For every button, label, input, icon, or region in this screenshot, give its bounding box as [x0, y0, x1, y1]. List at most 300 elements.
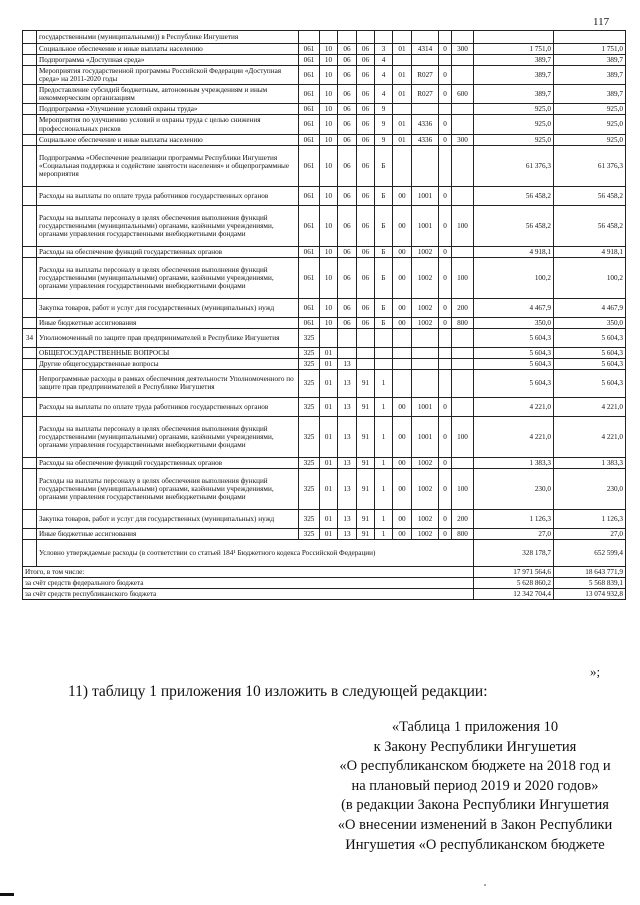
code-cell [452, 104, 474, 115]
code-cell: 061 [299, 115, 320, 134]
code-cell: 800 [452, 317, 474, 328]
row-number-cell [23, 44, 37, 55]
code-cell: 06 [357, 145, 375, 186]
code-cell: 100 [452, 468, 474, 509]
code-cell [320, 31, 338, 44]
code-cell: 1001 [412, 205, 439, 246]
amount-2020-cell: 925,0 [554, 134, 626, 145]
code-cell: 06 [338, 115, 357, 134]
code-cell [439, 31, 452, 44]
code-cell: 200 [452, 509, 474, 528]
code-cell: 0 [439, 186, 452, 205]
code-cell: 9 [375, 134, 393, 145]
amount-2020-cell: 4 467,9 [554, 298, 626, 317]
code-cell: 0 [439, 397, 452, 416]
code-cell: 1 [375, 509, 393, 528]
code-cell: 800 [452, 528, 474, 539]
code-cell: 0 [439, 246, 452, 257]
code-cell [393, 31, 412, 44]
code-cell [412, 31, 439, 44]
table-row [23, 85, 626, 104]
row-name-cell: Подпрограмма «Улучшение условий охраны труда» [37, 104, 299, 115]
row-name-cell: Расходы на выплаты по оплате труда работников государственных органов [37, 186, 299, 205]
amount-2019-cell: 17 971 564,6 [474, 567, 554, 578]
amount-2019-cell: 389,7 [474, 55, 554, 66]
row-name-cell: Подпрограмма «Обеспечение реализации программы Республики Ингушетия «Социальная поддержка и содействие занятости населения» и общепрограммные мероприятия [37, 145, 299, 186]
row-number-cell [23, 528, 37, 539]
code-cell: Б [375, 298, 393, 317]
row-name-cell: Уполномоченный по защите прав предпринимателей в Республике Ингушетия [37, 328, 299, 347]
code-cell: 1002 [412, 509, 439, 528]
code-cell: 0 [439, 44, 452, 55]
code-cell [412, 145, 439, 186]
quote-line: «Таблица 1 приложения 10 [391, 719, 559, 735]
code-cell [452, 457, 474, 468]
code-cell: 061 [299, 44, 320, 55]
code-cell [439, 347, 452, 358]
code-cell: 1002 [412, 257, 439, 298]
code-cell: 325 [299, 397, 320, 416]
code-cell: 0 [439, 85, 452, 104]
amount-2019-cell: 389,7 [474, 85, 554, 104]
table-row [23, 369, 626, 397]
code-cell: 061 [299, 66, 320, 85]
row-name-cell: Подпрограмма «Доступная среда» [37, 55, 299, 66]
code-cell: 06 [338, 55, 357, 66]
code-cell [439, 55, 452, 66]
table-row [23, 246, 626, 257]
amount-2019-cell: 389,7 [474, 66, 554, 85]
code-cell: 0 [439, 509, 452, 528]
row-number-cell [23, 347, 37, 358]
amount-2019-cell: 61 376,3 [474, 145, 554, 186]
table-heading-quote [325, 718, 625, 855]
row-name-cell: государственными (муниципальными)) в Республике Ингушетия [37, 31, 299, 44]
row-number-cell [23, 85, 37, 104]
code-cell: 10 [320, 257, 338, 298]
code-cell: 13 [338, 397, 357, 416]
code-cell: 0 [439, 205, 452, 246]
code-cell: 9 [375, 115, 393, 134]
amount-2020-cell: 389,7 [554, 66, 626, 85]
code-cell: 061 [299, 298, 320, 317]
code-cell: 13 [338, 369, 357, 397]
table-row [23, 509, 626, 528]
code-cell [452, 31, 474, 44]
code-cell: 00 [393, 397, 412, 416]
code-cell [320, 328, 338, 347]
row-name-cell: Расходы на выплаты по оплате труда работников государственных органов [37, 397, 299, 416]
row-name-cell: Закупка товаров, работ и услуг для государственных (муниципальных) нужд [37, 298, 299, 317]
amount-2020-cell: 18 643 771,9 [554, 567, 626, 578]
code-cell [393, 358, 412, 369]
code-cell [439, 328, 452, 347]
code-cell: 01 [320, 347, 338, 358]
code-cell: 00 [393, 246, 412, 257]
amount-2020-cell: 56 458,2 [554, 186, 626, 205]
code-cell [357, 328, 375, 347]
code-cell: 91 [357, 416, 375, 457]
row-name-cell: Социальное обеспечение и иные выплаты населению [37, 134, 299, 145]
code-cell: 1001 [412, 416, 439, 457]
code-cell [439, 369, 452, 397]
table-row [23, 416, 626, 457]
row-name-cell: Иные бюджетные ассигнования [37, 317, 299, 328]
code-cell: 061 [299, 317, 320, 328]
code-cell: 10 [320, 317, 338, 328]
code-cell [375, 347, 393, 358]
row-number-cell [23, 55, 37, 66]
code-cell: Б [375, 257, 393, 298]
code-cell: 06 [338, 134, 357, 145]
amount-2019-cell: 328 178,7 [474, 540, 554, 567]
row-name-cell: Расходы на обеспечение функций государственных органов [37, 457, 299, 468]
code-cell: 06 [357, 85, 375, 104]
code-cell: 06 [338, 145, 357, 186]
code-cell [412, 328, 439, 347]
code-cell: 300 [452, 134, 474, 145]
row-name-cell: Условно утверждаемые расходы (в соответствии со статьей 184¹ Бюджетного кодекса Российской Федерации) [37, 540, 474, 567]
code-cell: 10 [320, 186, 338, 205]
code-cell: 06 [357, 186, 375, 205]
code-cell [452, 369, 474, 397]
code-cell: 0 [439, 468, 452, 509]
code-cell: 1002 [412, 246, 439, 257]
summary-name-cell: за счёт средств федерального бюджета [23, 578, 474, 589]
table-row [23, 104, 626, 115]
code-cell [412, 369, 439, 397]
code-cell [357, 347, 375, 358]
code-cell: 91 [357, 509, 375, 528]
amount-2020-cell: 652 599,4 [554, 540, 626, 567]
binding-mark [0, 893, 14, 896]
code-cell: 06 [357, 55, 375, 66]
conditional-expenses-row [23, 540, 626, 567]
summary-name-cell: за счёт средств республиканского бюджета [23, 589, 474, 600]
row-name-cell: ОБЩЕГОСУДАРСТВЕННЫЕ ВОПРОСЫ [37, 347, 299, 358]
code-cell: 00 [393, 257, 412, 298]
code-cell: 10 [320, 134, 338, 145]
row-number-cell [23, 416, 37, 457]
summary-row [23, 589, 626, 600]
code-cell: 06 [338, 186, 357, 205]
row-number-cell [23, 205, 37, 246]
code-cell: 0 [439, 134, 452, 145]
amount-2019-cell: 1 751,0 [474, 44, 554, 55]
amount-2019-cell: 4 221,0 [474, 416, 554, 457]
code-cell: Б [375, 246, 393, 257]
code-cell [439, 145, 452, 186]
code-cell: 06 [338, 104, 357, 115]
code-cell: 01 [393, 66, 412, 85]
row-number-cell [23, 257, 37, 298]
code-cell [393, 55, 412, 66]
code-cell: 325 [299, 328, 320, 347]
code-cell: 1 [375, 397, 393, 416]
code-cell: 10 [320, 85, 338, 104]
table-row [23, 55, 626, 66]
code-cell: 10 [320, 246, 338, 257]
summary-row [23, 567, 626, 578]
row-name-cell: Социальное обеспечение и иные выплаты населению [37, 44, 299, 55]
row-name-cell: Другие общегосударственные вопросы [37, 358, 299, 369]
code-cell: 325 [299, 416, 320, 457]
code-cell: 06 [338, 317, 357, 328]
code-cell: 325 [299, 509, 320, 528]
code-cell [452, 186, 474, 205]
code-cell: 4 [375, 55, 393, 66]
code-cell: 100 [452, 205, 474, 246]
code-cell [357, 31, 375, 44]
code-cell [375, 31, 393, 44]
code-cell: 0 [439, 317, 452, 328]
code-cell: 00 [393, 186, 412, 205]
code-cell: 06 [357, 104, 375, 115]
table-row [23, 145, 626, 186]
code-cell [452, 55, 474, 66]
code-cell: 0 [439, 528, 452, 539]
code-cell [412, 55, 439, 66]
code-cell: 10 [320, 44, 338, 55]
code-cell: 13 [338, 468, 357, 509]
table-row [23, 457, 626, 468]
code-cell: R027 [412, 85, 439, 104]
code-cell: 01 [320, 457, 338, 468]
code-cell: 06 [338, 205, 357, 246]
code-cell [375, 328, 393, 347]
code-cell: 01 [393, 44, 412, 55]
amount-2020-cell: 27,0 [554, 528, 626, 539]
code-cell [412, 347, 439, 358]
code-cell: 0 [439, 115, 452, 134]
row-number-cell [23, 115, 37, 134]
code-cell: 10 [320, 104, 338, 115]
code-cell: 325 [299, 347, 320, 358]
amount-2019-cell: 1 126,3 [474, 509, 554, 528]
code-cell: 325 [299, 468, 320, 509]
row-number-cell [23, 246, 37, 257]
closing-mark: »; [590, 664, 601, 679]
amount-2020-cell: 350,0 [554, 317, 626, 328]
code-cell: 01 [393, 134, 412, 145]
code-cell: 1002 [412, 317, 439, 328]
quote-line: на плановый период 2019 и 2020 годов» [351, 777, 599, 794]
code-cell [338, 347, 357, 358]
code-cell: 01 [320, 358, 338, 369]
code-cell: 1 [375, 416, 393, 457]
code-cell: 0 [439, 257, 452, 298]
code-cell [439, 358, 452, 369]
code-cell [452, 145, 474, 186]
code-cell: 0 [439, 298, 452, 317]
amount-2019-cell: 5 604,3 [474, 347, 554, 358]
code-cell [393, 328, 412, 347]
amount-2020-cell: 61 376,3 [554, 145, 626, 186]
table-row [23, 44, 626, 55]
row-number-cell [23, 397, 37, 416]
code-cell: 06 [338, 257, 357, 298]
code-cell [452, 115, 474, 134]
code-cell: 91 [357, 528, 375, 539]
quote-line: «О внесении изменений в Закон Республики [337, 816, 613, 833]
code-cell: 13 [338, 509, 357, 528]
table-row [23, 528, 626, 539]
amount-2019-cell: 230,0 [474, 468, 554, 509]
row-name-cell: Расходы на выплаты персоналу в целях обеспечения выполнения функций государственными (муниципальными) органами, казёнными учреждениями, органами управления государственными внебюджетными фондами [37, 205, 299, 246]
code-cell: 3 [375, 44, 393, 55]
code-cell: 061 [299, 85, 320, 104]
code-cell: Б [375, 145, 393, 186]
code-cell: 061 [299, 205, 320, 246]
summary-row [23, 578, 626, 589]
row-name-cell: Расходы на выплаты персоналу в целях обеспечения выполнения функций государственными (муниципальными) органами, казёнными учреждениями, органами управления государственными внебюджетными фондами [37, 468, 299, 509]
amount-2019-cell: 925,0 [474, 134, 554, 145]
code-cell: 00 [393, 457, 412, 468]
amount-2020-cell: 925,0 [554, 104, 626, 115]
code-cell: 100 [452, 416, 474, 457]
row-name-cell: Мероприятия государственной программы Российской Федерации «Доступная среда» на 2011-2020 годы [37, 66, 299, 85]
code-cell [338, 31, 357, 44]
budget-table [22, 30, 626, 600]
code-cell: 1 [375, 369, 393, 397]
code-cell: 13 [338, 416, 357, 457]
code-cell: 1 [375, 468, 393, 509]
code-cell [393, 145, 412, 186]
code-cell: 91 [357, 468, 375, 509]
code-cell: 00 [393, 416, 412, 457]
row-number-cell [23, 134, 37, 145]
table-row [23, 205, 626, 246]
code-cell [412, 358, 439, 369]
code-cell: 9 [375, 104, 393, 115]
page-number: 117 [593, 16, 610, 28]
code-cell: 10 [320, 115, 338, 134]
row-number-cell [23, 457, 37, 468]
code-cell: 00 [393, 298, 412, 317]
table-row [23, 317, 626, 328]
table-row [23, 347, 626, 358]
code-cell: 061 [299, 134, 320, 145]
code-cell: 325 [299, 457, 320, 468]
code-cell: 10 [320, 298, 338, 317]
row-number-cell [23, 369, 37, 397]
code-cell [393, 104, 412, 115]
code-cell: 1001 [412, 397, 439, 416]
code-cell: 4 [375, 85, 393, 104]
code-cell: 00 [393, 468, 412, 509]
code-cell: 01 [320, 369, 338, 397]
code-cell [452, 66, 474, 85]
code-cell: 06 [357, 246, 375, 257]
code-cell: 4336 [412, 134, 439, 145]
code-cell: 10 [320, 55, 338, 66]
code-cell [357, 358, 375, 369]
code-cell: 061 [299, 104, 320, 115]
quote-line: «О республиканском бюджете на 2018 год и [339, 758, 611, 775]
quote-line: к Закону Республики Ингушетия [373, 738, 577, 755]
code-cell: 01 [393, 115, 412, 134]
code-cell: 1002 [412, 298, 439, 317]
code-cell: 1 [375, 528, 393, 539]
code-cell: Б [375, 186, 393, 205]
amendment-instruction: 11) таблицу 1 приложения 10 изложить в следующей редакции: [68, 683, 488, 700]
amount-2019-cell: 5 604,3 [474, 358, 554, 369]
code-cell: 600 [452, 85, 474, 104]
amount-2019-cell: 4 918,1 [474, 246, 554, 257]
code-cell: 061 [299, 145, 320, 186]
code-cell: 91 [357, 397, 375, 416]
code-cell: 4336 [412, 115, 439, 134]
table-row [23, 134, 626, 145]
amount-2020-cell: 56 458,2 [554, 205, 626, 246]
code-cell: 01 [320, 528, 338, 539]
amount-2019-cell: 27,0 [474, 528, 554, 539]
code-cell [439, 104, 452, 115]
row-name-cell: Расходы на выплаты персоналу в целях обеспечения выполнения функций государственными (муниципальными) органами, казёнными учреждениями, органами управления государственными внебюджетными фондами [37, 257, 299, 298]
code-cell: 1 [375, 457, 393, 468]
row-number-cell [23, 145, 37, 186]
code-cell: 01 [320, 397, 338, 416]
code-cell: 061 [299, 257, 320, 298]
table-row [23, 115, 626, 134]
amount-2020-cell: 5 604,3 [554, 347, 626, 358]
amount-2020-cell: 4 221,0 [554, 416, 626, 457]
code-cell: 06 [357, 66, 375, 85]
table-row [23, 397, 626, 416]
amount-2019-cell: 1 383,3 [474, 457, 554, 468]
code-cell: 06 [357, 134, 375, 145]
code-cell: 13 [338, 457, 357, 468]
code-cell: 00 [393, 205, 412, 246]
table-row [23, 328, 626, 347]
code-cell: 06 [357, 205, 375, 246]
amount-2020-cell: 1 383,3 [554, 457, 626, 468]
amount-2019-cell: 56 458,2 [474, 186, 554, 205]
code-cell: 200 [452, 298, 474, 317]
amount-2020-cell: 5 604,3 [554, 328, 626, 347]
code-cell: 06 [338, 298, 357, 317]
code-cell: 0 [439, 457, 452, 468]
amount-2020-cell: 230,0 [554, 468, 626, 509]
code-cell: 1002 [412, 528, 439, 539]
code-cell [452, 246, 474, 257]
code-cell: 325 [299, 358, 320, 369]
amount-2019-cell: 925,0 [474, 104, 554, 115]
table-row [23, 358, 626, 369]
code-cell: 4314 [412, 44, 439, 55]
amount-2020-cell: 1 126,3 [554, 509, 626, 528]
code-cell: 06 [338, 85, 357, 104]
code-cell: 06 [357, 317, 375, 328]
row-number-cell [23, 358, 37, 369]
amount-2019-cell: 100,2 [474, 257, 554, 298]
amount-2019-cell: 4 221,0 [474, 397, 554, 416]
code-cell: 00 [393, 317, 412, 328]
code-cell: 01 [393, 85, 412, 104]
code-cell: 01 [320, 416, 338, 457]
code-cell: 4 [375, 66, 393, 85]
code-cell: 06 [338, 44, 357, 55]
row-number-cell [23, 31, 37, 44]
code-cell: Б [375, 317, 393, 328]
code-cell: 061 [299, 186, 320, 205]
amount-2019-cell: 925,0 [474, 115, 554, 134]
row-name-cell: Иные бюджетные ассигнования [37, 528, 299, 539]
code-cell [393, 369, 412, 397]
row-number-cell [23, 468, 37, 509]
row-name-cell: Предоставление субсидий бюджетным, автономным учреждениям и иным некоммерческим организациям [37, 85, 299, 104]
code-cell: 01 [320, 509, 338, 528]
